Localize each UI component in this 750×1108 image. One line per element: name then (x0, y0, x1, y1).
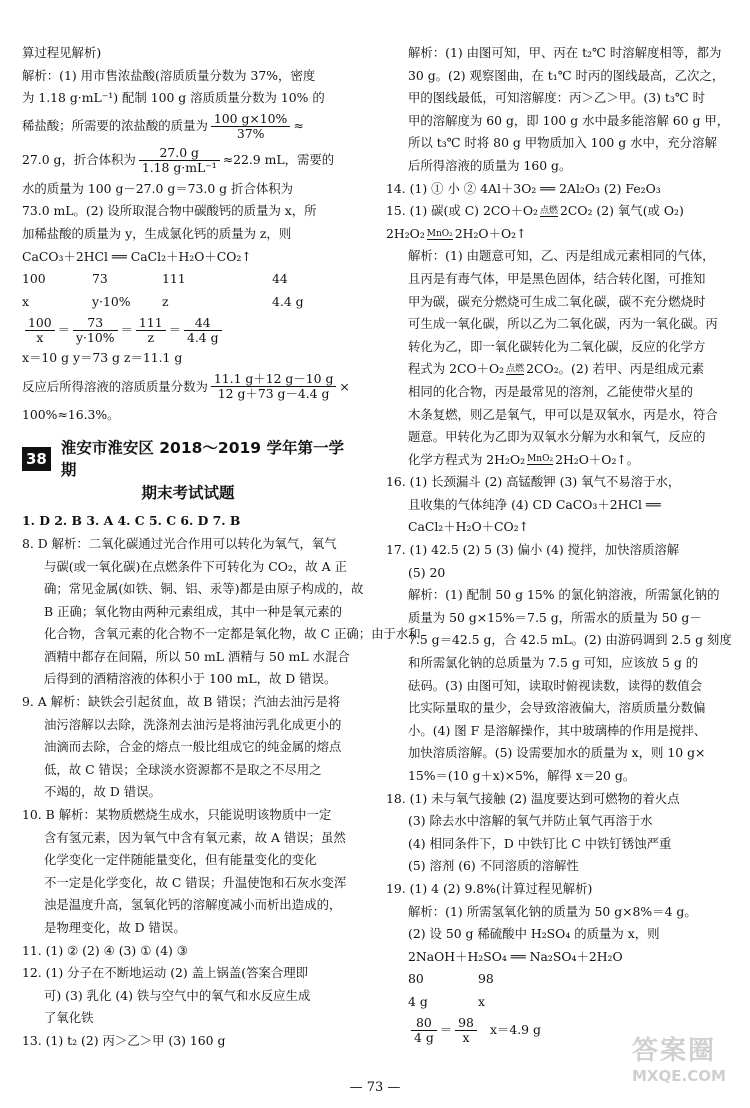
ratio-row (22, 268, 354, 291)
text-line: 解析：(1) 所需氢氧化钠的质量为 50 g×8%＝4 g。 (408, 903, 697, 919)
numerator: 44 (184, 316, 222, 331)
numerator: 27.0 g (139, 146, 220, 161)
text-line: 不一定是化学变化，故 C 错误；升温使饱和石灰水变浑 (44, 874, 347, 890)
reaction-condition (540, 206, 558, 217)
text-segment: 化学方程式为 2H₂O₂ (408, 451, 526, 467)
text-line: 73.0 mL。(2) 设所取混合物中碳酸钙的质量为 x，所 (22, 203, 317, 219)
denominator: 1.18 g·mL⁻¹ (141, 160, 217, 176)
text-line: x＝10 g y＝73 g z＝11.1 g (22, 350, 183, 366)
text-line: 15%＝(10 g＋x)×5%，解得 x＝20 g。 (408, 768, 636, 783)
text-line: 小。(4) 图 F 是溶解操作，其中玻璃棒的作用是搅拌、 (408, 722, 707, 738)
text-line: CaCl₂＋H₂O＋CO₂↑ (408, 519, 529, 535)
text-segment: 程式为 2CO＋O₂ (408, 361, 505, 377)
equation-line (386, 200, 730, 223)
denominator: z (147, 329, 155, 345)
reaction-condition (506, 364, 524, 375)
numerator: 100 (25, 316, 55, 331)
text-line: (5) 20 (408, 564, 446, 580)
section-title: 淮安市淮安区 2018～2019 学年第一学期 (60, 438, 344, 480)
text-line: 所以 t₃℃ 时将 80 g 甲物质加入 100 g 水中，充分溶解 (408, 135, 717, 151)
condition-label: 点燃 (539, 205, 558, 216)
text-line: 了氧化铁 (44, 1010, 94, 1026)
text-segment: ≈22.9 mL，需要的 (222, 152, 335, 168)
text-line: 解析：(1) 由题意可知，乙、丙是组成元素相同的气体， (408, 248, 715, 264)
ratio-cell: 98 (478, 971, 494, 987)
proportion-line: $\frac{100}{x}$ ＝ $\frac{73}{y\cdot 10\%}$ ＝ $\frac{111}{z}$ ＝ $\frac{44}{4.4 g}$ (22, 313, 354, 347)
text-segment: 2CO₂ (2) 氧气(或 O₂) (560, 203, 684, 219)
ratio-cell: x (478, 993, 485, 1009)
ratio-cell: 80 (408, 971, 424, 987)
text-segment: 2H₂O＋O₂↑。 (555, 451, 640, 467)
text-line: 解析：(1) 用市售浓盐酸(溶质质量分数为 37%，密度 (22, 67, 316, 83)
fraction (136, 316, 166, 345)
numerator: 11.1 g＋12 g－10 g (211, 372, 337, 387)
text-line: B 正确；氧化物由两种元素组成，其中一种是氧元素的 (44, 603, 343, 619)
condition-label: 点燃 (506, 364, 525, 375)
text-line: 后得到的酒精溶液的体积小于 100 mL，故 D 错误。 (44, 671, 337, 687)
text-line: 30 g。(2) 观察图曲，在 t₁℃ 时丙的图线最高，乙次之， (408, 67, 725, 83)
fraction-line (22, 144, 354, 178)
text-line: 木条复燃，则乙是氧气，甲可以是双氧水，丙是水，符合 (408, 406, 718, 422)
denominator: 37% (236, 126, 265, 142)
equation-line (386, 449, 730, 472)
ratio-cell: 73 (92, 271, 108, 287)
text-segment: 反应后所得溶液的溶质质量分数为 (22, 378, 208, 394)
fraction-line (22, 110, 354, 144)
reaction-condition (427, 229, 453, 240)
text-line: 含有氢元素，因为氧气中含有氧元素，故 A 错误；虽然 (44, 829, 346, 845)
text-line: 水的质量为 100 g－27.0 g＝73.0 g 折合体积为 (22, 180, 294, 196)
numerator: 80 (411, 1016, 437, 1031)
text-segment: 27.0 g，折合体积为 (22, 152, 136, 168)
text-line: 且丙是有毒气体，甲是黑色固体，结合转化图，可推知 (408, 270, 706, 286)
text-line: 酒精中都存在间隔，所以 50 mL 酒精与 50 mL 水混合 (44, 648, 350, 664)
watermark-logo (632, 1030, 732, 1086)
text-line: 且收集的气体纯净 (4) CD CaCO₃＋2HCl ══ (408, 496, 661, 512)
text-line: 解析：(1) 由图可知，甲、丙在 t₂℃ 时溶解度相等，都为 (408, 45, 722, 60)
ratio-cell: 4.4 g (272, 293, 304, 309)
text-line: 不竭的，故 D 错误。 (44, 784, 161, 800)
text-line: 解析：(1) 配制 50 g 15% 的氯化钠溶液，所需氯化钠的 (408, 587, 720, 603)
denominator: y·10% (76, 329, 115, 345)
text-segment: 2H₂O₂ (386, 225, 425, 241)
text-line: 低，故 C 错误；全球淡水资源都不是取之不尽用之 (44, 761, 322, 777)
denominator: 4.4 g (186, 329, 219, 345)
fraction (73, 316, 117, 345)
text-line: (2) 设 50 g 稀硫酸中 H₂SO₄ 的质量为 x，则 (408, 926, 660, 942)
text-line: 比实际量取的量少，会导致溶液偏大，溶质质量分数偏 (408, 700, 706, 716)
right-column (386, 42, 730, 1048)
answer-line: 9. A 解析：缺铁会引起贫血，故 B 错误；汽油去油污是将 (22, 694, 341, 710)
numerator: 111 (136, 316, 166, 331)
text-segment: 2CO₂。(2) 若甲、丙是组成元素 (526, 361, 705, 377)
ratio-cell: x (22, 293, 29, 309)
condition-label: MnO₂ (426, 228, 453, 239)
answer-line: 17. (1) 42.5 (2) 5 (3) 偏小 (4) 搅拌，加快溶质溶解 (386, 542, 680, 558)
text-line: 确；常见金属(如铁、铜、铝、汞等)都是由原子构成的，故 (44, 581, 364, 597)
text-segment: 稀盐酸；所需要的浓盐酸的质量为 (22, 118, 208, 134)
text-line: 质量为 50 g×15%＝7.5 g，所需水的质量为 50 g－ (408, 609, 702, 625)
answer-line: 19. (1) 4 (2) 9.8%(计算过程见解析) (386, 880, 593, 896)
text-line: 转化为乙，即一氧化碳转化为二氧化碳，反应的化学方 (408, 338, 706, 354)
text-line: 相同的化合物，丙是最常见的溶剂，乙能使带火星的 (408, 383, 693, 399)
ratio-cell: 44 (272, 271, 288, 287)
text-line: 为 1.18 g·mL⁻¹) 配制 100 g 溶质质量分数为 10% 的 (22, 90, 325, 106)
text-line: 题意。甲转化为乙即为双氧水分解为水和氧气，反应的 (408, 429, 706, 445)
answer-line: 13. (1) t₂ (2) 丙＞乙＞甲 (3) 160 g (22, 1032, 226, 1048)
text-line: 100%≈16.3%。 (22, 406, 120, 422)
ratio-cell: 100 (22, 271, 46, 287)
answer-line: 10. B 解析：某物质燃烧生成水，只能说明该物质中一定 (22, 807, 332, 823)
answer-line: 18. (1) 未与氧气接触 (2) 温度要达到可燃物的着火点 (386, 790, 680, 806)
text-line: 与碳(或一氧化碳)在点燃条件下可转化为 CO₂，故 A 正 (44, 558, 347, 574)
text-line: (3) 除去水中溶解的氧气并防止氧气再溶于水 (408, 813, 653, 829)
text-line: 7.5 g＝42.5 g，合 42.5 mL。(2) 由游码调到 2.5 g 刻度 (408, 632, 732, 648)
denominator: x (36, 329, 44, 345)
text-line: (5) 溶剂 (6) 不同溶质的溶解性 (408, 858, 579, 874)
text-line: (4) 相同条件下，D 中铁钉比 C 中铁钉锈蚀严重 (408, 835, 672, 851)
fraction (455, 1016, 477, 1045)
text-line: 油污溶解以去除，洗涤剂去油污是将油污乳化成更小的 (44, 716, 342, 732)
ratio-row (386, 991, 730, 1014)
numerator: 73 (73, 316, 117, 331)
numerator: 98 (455, 1016, 477, 1031)
answer-line: 14. (1) ① 小 ② 4Al＋3O₂ ══ 2Al₂O₃ (2) Fe₂O₃ (386, 180, 661, 196)
section-subtitle: 期末考试试题 (141, 483, 235, 502)
ratio-cell: y·10% (92, 293, 131, 309)
text-segment: 15. (1) 碳(或 C) 2CO＋O₂ (386, 203, 538, 219)
text-line: 后所得溶液的质量为 160 g。 (408, 157, 572, 173)
watermark-text: 答案圈 (632, 1036, 717, 1066)
denominator: x (462, 1030, 470, 1046)
fraction (25, 316, 55, 345)
text-line: 和所需氯化钠的总质量为 7.5 g 可知，应该放 5 g 的 (408, 655, 699, 671)
text-line: 加稀盐酸的质量为 y，生成氯化钙的质量为 z，则 (22, 225, 292, 241)
fraction (211, 112, 290, 141)
answer-line: 16. (1) 长颈漏斗 (2) 高锰酸钾 (3) 氧气不易溶于水， (386, 474, 681, 490)
text-segment: × (339, 378, 350, 394)
equation-line (386, 223, 730, 246)
fraction (139, 146, 220, 175)
numerator: 100 g×10% (211, 112, 290, 127)
text-segment: ≈ (293, 118, 304, 134)
equation-line: CaCO₃＋2HCl ══ CaCl₂＋H₂O＋CO₂↑ (22, 248, 252, 264)
text-line: 甲为碳，碳充分燃烧可生成二氧化碳，碳不充分燃烧时 (408, 293, 706, 309)
fraction-line (22, 370, 354, 404)
ratio-row (386, 968, 730, 991)
answer-line: 8. D 解析：二氧化碳通过光合作用可以转化为氧气，氧气 (22, 535, 337, 551)
text-line: 砝码。(3) 由图可知，读取时俯视读数，读得的数值会 (408, 677, 703, 693)
watermark-url: MXQE.COM (632, 1067, 726, 1085)
ratio-cell: 111 (162, 271, 186, 287)
proportion-line: $\frac{80}{4 g}$ ＝ $\frac{98}{x}$ x＝4.9 g (386, 1014, 730, 1048)
answer-line: 12. (1) 分子在不断地运动 (2) 盖上锅盖(答案合理即 (22, 965, 309, 981)
condition-label: MnO₂ (527, 454, 554, 465)
text-line: 甲的溶解度为 60 g，即 100 g 水中最多能溶解 60 g 甲， (408, 112, 730, 128)
answer-line: 11. (1) ② (2) ④ (3) ① (4) ③ (22, 942, 188, 958)
fraction (411, 1016, 437, 1045)
denominator: 12 g＋73 g－4.4 g (217, 386, 330, 402)
reaction-condition (527, 454, 553, 465)
text-line: 油滴而去除，合金的熔点一般比组成它的纯金属的熔点 (44, 739, 342, 755)
text-line: 浊是温度升高，氢氧化钙的溶解度减小而析出造成的， (44, 897, 342, 913)
section-number-badge: 38 (22, 447, 51, 472)
equation-line: 2NaOH＋H₂SO₄ ══ Na₂SO₄＋2H₂O (408, 948, 623, 964)
text-line: 可) (3) 乳化 (4) 铁与空气中的氧气和水反应生成 (44, 987, 311, 1003)
answer-line: 1. D 2. B 3. A 4. C 5. C 6. D 7. B (22, 513, 241, 529)
fraction (211, 372, 337, 401)
text-line: 化合物，含氧元素的化合物不一定都是氧化物，故 C 正确；由于水和 (44, 626, 421, 642)
fraction (184, 316, 222, 345)
ratio-cell: 4 g (408, 993, 428, 1009)
text-line: 甲的图线最低，可知溶解度：丙＞乙＞甲。(3) t₃℃ 时 (408, 90, 706, 106)
text-line: 化学变化一定伴随能量变化，但有能量变化的变化 (44, 852, 317, 868)
section-header (22, 437, 354, 482)
ratio-cell: z (162, 293, 169, 309)
text-line: 是物理变化，故 D 错误。 (44, 920, 186, 935)
text-segment: x＝4.9 g (489, 1022, 541, 1038)
equation-line (386, 358, 730, 381)
denominator: 4 g (414, 1030, 434, 1046)
text-segment: 2H₂O＋O₂↑ (454, 225, 527, 241)
text-line: 算过程见解析) (22, 45, 102, 60)
page-number: — 73 — (349, 1080, 401, 1095)
text-line: 可生成一氧化碳，所以乙为二氧化碳，丙为一氧化碳。丙 (408, 316, 718, 332)
ratio-row (22, 291, 354, 314)
text-line: 加快溶质溶解。(5) 设需要加水的质量为 x，则 10 g× (408, 745, 706, 761)
